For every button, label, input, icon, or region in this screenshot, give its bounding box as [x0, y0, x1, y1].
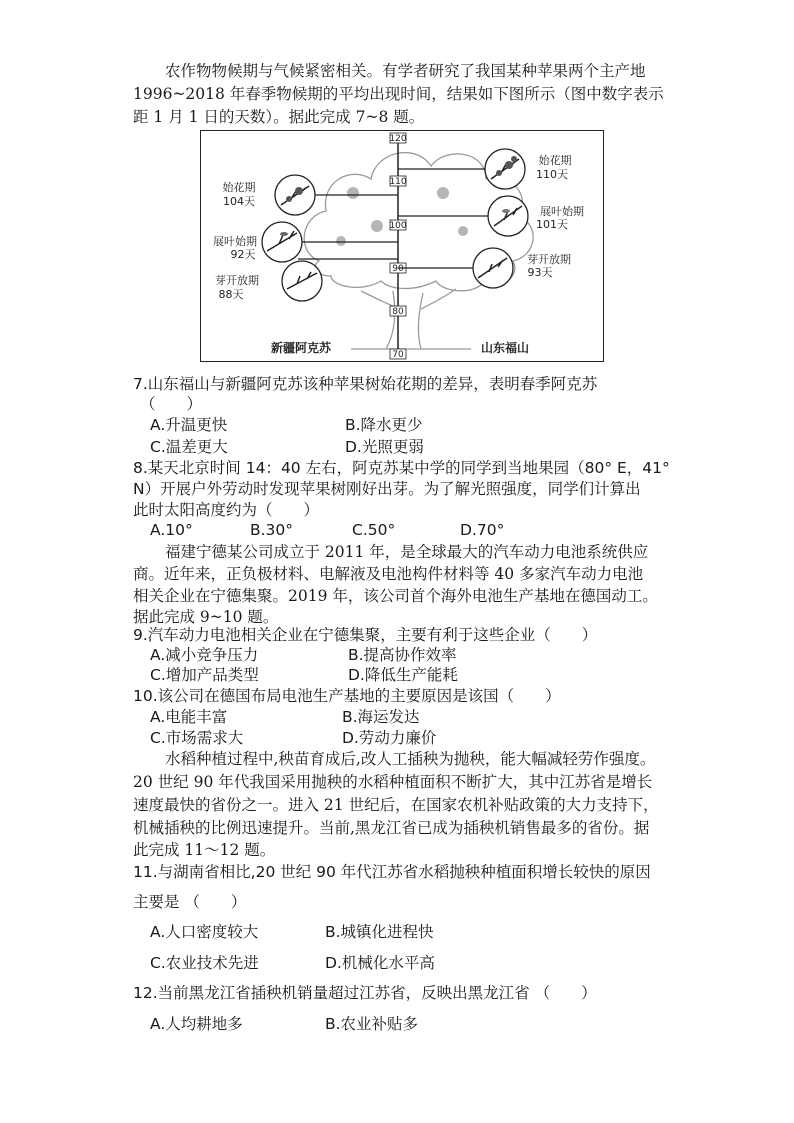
intro2-line3: 相关企业在宁德集聚。2019 年，该公司首个海外电池生产基地在德国动工。 — [133, 587, 658, 605]
q8-stem-line3: 此时太阳高度约为（ ） — [133, 501, 320, 519]
left-budding-label: 芽开放期 — [215, 274, 259, 287]
intro1-line2: 1996~2018 年春季物候期的平均出现时间，结果如下图所示（图中数字表示 — [133, 85, 664, 103]
intro3-line1: 水稻种植过程中,秧苗育成后,改人工插秧为抛秧，能大幅减轻劳作强度。 — [165, 750, 656, 768]
left-leafing-label: 展叶始期 — [213, 235, 257, 248]
right-leafing-days: 101天 — [536, 218, 568, 231]
left-phase-circles — [262, 175, 322, 301]
right-leafing-label: 展叶始期 — [540, 205, 584, 218]
q7-option-b[interactable]: B.降水更少 — [345, 416, 423, 434]
q11-option-c[interactable]: C.农业技术先进 — [150, 954, 259, 972]
tick-80: 80 — [392, 307, 404, 317]
tick-120: 120 — [389, 134, 407, 144]
q8-option-a[interactable]: A.10° — [150, 521, 193, 539]
q10-option-a[interactable]: A.电能丰富 — [150, 708, 228, 726]
q12-option-a[interactable]: A.人均耕地多 — [150, 1015, 243, 1033]
q11-option-b[interactable]: B.城镇化进程快 — [325, 923, 434, 941]
right-phase-circles — [473, 149, 528, 288]
tick-110: 110 — [389, 177, 407, 187]
q8-stem-line2: N）开展户外劳动时发现苹果树刚好出芽。为了解光照强度，同学们计算出 — [133, 480, 641, 498]
q10-stem: 10.该公司在德国布局电池生产基地的主要原因是该国（ ） — [133, 687, 561, 705]
q7-option-a[interactable]: A.升温更快 — [150, 416, 228, 434]
q9-option-a[interactable]: A.减小竞争压力 — [150, 646, 259, 664]
intro3-line3: 速度最快的省份之一。进入 21 世纪后，在国家农机补贴政策的大力支持下， — [133, 796, 659, 814]
q9-option-b[interactable]: B.提高协作效率 — [348, 646, 457, 664]
q12-stem: 12.当前黑龙江省插秧机销量超过江苏省，反映出黑龙江省 （ ） — [133, 984, 597, 1002]
right-flowering-label: 始花期 — [538, 154, 572, 167]
left-flowering-label: 始花期 — [222, 181, 256, 194]
right-budding-days: 93天 — [527, 266, 553, 279]
intro1-line1: 农作物物候期与气候紧密相关。有学者研究了我国某种苹果两个主产地 — [165, 62, 646, 80]
q8-stem-line1: 8.某天北京时间 14：40 左右，阿克苏某中学的同学到当地果园（80° E，41° — [133, 459, 670, 477]
left-budding-days: 88天 — [218, 288, 244, 301]
q10-option-b[interactable]: B.海运发达 — [342, 708, 420, 726]
tick-90: 90 — [392, 264, 404, 274]
q9-option-c[interactable]: C.增加产品类型 — [150, 666, 259, 684]
q9-option-d[interactable]: D.降低生产能耗 — [348, 666, 458, 684]
q11-stem-line2: 主要是 （ ） — [133, 893, 247, 911]
left-region-label: 新疆阿克苏 — [270, 341, 332, 355]
apple-phenology-figure — [200, 130, 604, 362]
q11-stem-line1: 11.与湖南省相比,20 世纪 90 年代江苏省水稻抛秧种植面积增长较快的原因 — [133, 863, 651, 881]
left-leafing-days: 92天 — [230, 248, 256, 261]
tick-70: 70 — [392, 350, 404, 360]
right-flowering-days: 110天 — [536, 168, 568, 181]
intro3-line5: 此完成 11～12 题。 — [133, 841, 276, 859]
right-budding-label: 芽开放期 — [527, 253, 571, 266]
intro2-line1: 福建宁德某公司成立于 2011 年，是全球最大的汽车动力电池系统供应 — [165, 543, 649, 561]
intro1-line3: 距 1 月 1 日的天数）。据此完成 7~8 题。 — [133, 108, 425, 126]
q8-option-c[interactable]: C.50° — [352, 521, 396, 539]
q7-option-d[interactable]: D.光照更弱 — [345, 438, 424, 456]
intro3-line4: 机械插秧的比例迅速提升。当前,黑龙江省已成为插秧机销售最多的省份。据 — [133, 819, 650, 837]
intro2-line4: 据此完成 9~10 题。 — [133, 608, 279, 626]
q7-stem-line2: （ ） — [140, 395, 203, 413]
tick-100: 100 — [389, 221, 407, 231]
intro2-line2: 商。近年来，正负极材料、电解液及电池构件材料等 40 多家汽车动力电池 — [133, 565, 644, 583]
q12-option-b[interactable]: B.农业补贴多 — [325, 1015, 419, 1033]
intro3-line2: 20 世纪 90 年代我国采用抛秧的水稻种植面积不断扩大，其中江苏省是增长 — [133, 773, 653, 791]
q11-option-d[interactable]: D.机械化水平高 — [325, 954, 435, 972]
left-flowering-days: 104天 — [223, 195, 255, 208]
q11-option-a[interactable]: A.人口密度较大 — [150, 923, 259, 941]
right-region-label: 山东福山 — [480, 341, 530, 355]
q7-stem-line1: 7.山东福山与新疆阿克苏该种苹果树始花期的差异，表明春季阿克苏 — [133, 375, 598, 393]
q10-option-c[interactable]: C.市场需求大 — [150, 729, 244, 747]
q7-option-c[interactable]: C.温差更大 — [150, 438, 228, 456]
q9-stem: 9.汽车动力电池相关企业在宁德集聚，主要有利于这些企业（ ） — [133, 626, 598, 644]
q10-option-d[interactable]: D.劳动力廉价 — [342, 729, 437, 747]
q8-option-b[interactable]: B.30° — [250, 521, 294, 539]
q8-option-d[interactable]: D.70° — [460, 521, 505, 539]
